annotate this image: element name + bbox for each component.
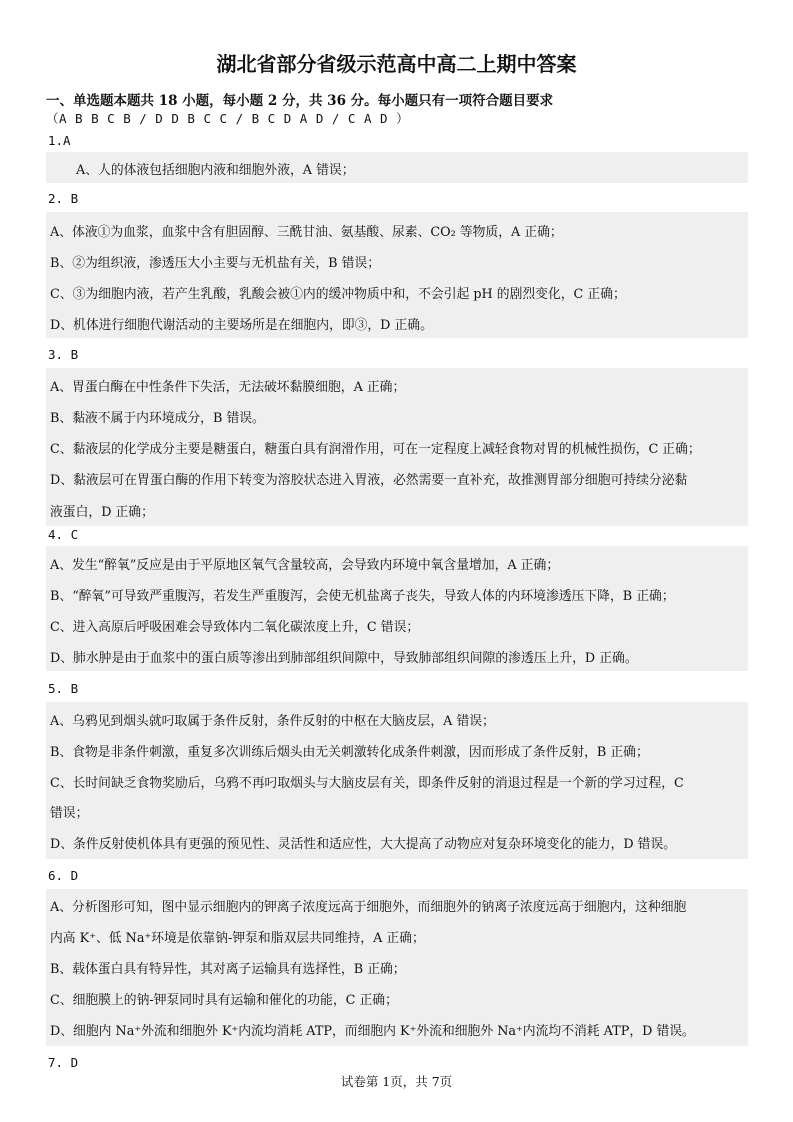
explanation-line: A、乌鸦见到烟头就叼取属于条件反射，条件反射的中枢在大脑皮层，A 错误；: [50, 714, 495, 729]
explanation-line: A、胃蛋白酶在中性条件下失活，无法破坏黏膜细胞，A 正确；: [50, 380, 406, 395]
explanation-line: B、载体蛋白具有特异性，其对离子运输具有选择性，B 正确；: [50, 962, 406, 977]
explanation-line: B、食物是非条件刺激，重复多次训练后烟头由无关刺激转化成条件刺激，因而形成了条件反射，B 正确；: [50, 745, 649, 760]
explanation-line: D、机体进行细胞代谢活动的主要场所是在细胞内，即③，D 正确。: [50, 318, 433, 333]
explanation-line: D、细胞内 Na⁺外流和细胞外 K⁺内流均消耗 ATP，而细胞内 K⁺外流和细胞外 Na⁺内流均不消耗 ATP，D 错误。: [50, 1024, 695, 1039]
explanation-line: A、人的体液包括细胞内液和细胞外液，A 错误；: [76, 163, 355, 178]
question-number: 5. B: [48, 681, 79, 696]
explanation-block: [46, 702, 748, 859]
section-heading: 一、单选题本题共 18 小题，每小题 2 分，共 36 分。每小题只有一项符合题目要求: [46, 93, 554, 109]
explanation-block: [46, 152, 748, 183]
explanation-line: B、黏液不属于内环境成分，B 错误。: [50, 411, 265, 426]
explanation-line: D、条件反射使机体具有更强的预见性、灵活性和适应性，大大提高了动物应对复杂环境变化的能力，D 错误。: [50, 837, 677, 852]
explanation-line: C、③为细胞内液，若产生乳酸，乳酸会被①内的缓冲物质中和，不会引起 pH 的剧烈变化，C 正确；: [50, 287, 626, 302]
explanation-block: [46, 368, 748, 526]
question-number: 6. D: [48, 868, 79, 883]
page-title: 湖北省部分省级示范高中高二上期中答案: [216, 52, 577, 76]
explanation-line: B、②为组织液，渗透压大小主要与无机盐有关，B 错误；: [50, 256, 381, 271]
answer-key: （A B B C B / D D B C C / B C D A D / C A D ）: [46, 111, 410, 126]
explanation-line: C、黏液层的化学成分主要是糖蛋白，糖蛋白具有润滑作用，可在一定程度上减轻食物对胃的机械性损伤，C 正确；: [50, 442, 701, 457]
explanation-line: 错误；: [50, 806, 89, 821]
explanation-block: [46, 212, 748, 338]
explanation-block: [46, 889, 748, 1046]
question-number: 4. C: [48, 527, 79, 542]
explanation-line: B、“醉氧”可导致严重腹泻，若发生严重腹泻，会使无机盐离子丧失，导致人体的内环境渗透压下降，B 正确；: [50, 589, 675, 604]
question-number: 3. B: [48, 347, 79, 362]
explanation-line: C、细胞膜上的钠-钾泵同时具有运输和催化的功能，C 正确；: [50, 993, 398, 1008]
explanation-line: C、进入高原后呼吸困难会导致体内二氧化碳浓度上升，C 错误；: [50, 620, 420, 635]
explanation-line: C、长时间缺乏食物奖励后，乌鸦不再叼取烟头与大脑皮层有关，即条件反射的消退过程是一个新的学习过程，C: [50, 776, 684, 791]
explanation-block: [46, 546, 748, 671]
explanation-line: A、发生“醉氧”反应是由于平原地区氧气含量较高，会导致内环境中氧含量增加，A 正确；: [50, 558, 560, 573]
explanation-line: D、肺水肿是由于血浆中的蛋白质等渗出到肺部组织间隙中，导致肺部组织间隙的渗透压上升，D 正确。: [50, 651, 638, 666]
question-number: 7. D: [48, 1055, 79, 1070]
explanation-line: D、黏液层可在胃蛋白酶的作用下转变为溶胶状态进入胃液，必然需要一直补充，故推测胃部分细胞可持续分泌黏: [50, 473, 688, 488]
question-number: 2. B: [48, 191, 79, 206]
question-number: 1.A: [48, 133, 71, 148]
explanation-line: 内高 K⁺、低 Na⁺环境是依靠钠-钾泵和脂双层共同维持，A 正确；: [50, 931, 425, 946]
explanation-line: A、体液①为血浆，血浆中含有胆固醇、三酰甘油、氨基酸、尿素、CO₂ 等物质，A 正确；: [50, 225, 563, 240]
explanation-line: 液蛋白，D 正确；: [50, 505, 154, 520]
page-footer: 试卷第 1页，共 7页: [340, 1074, 453, 1089]
explanation-line: A、分析图形可知，图中显示细胞内的钾离子浓度远高于细胞外，而细胞外的钠离子浓度远高于细胞内，这种细胞: [50, 900, 687, 915]
